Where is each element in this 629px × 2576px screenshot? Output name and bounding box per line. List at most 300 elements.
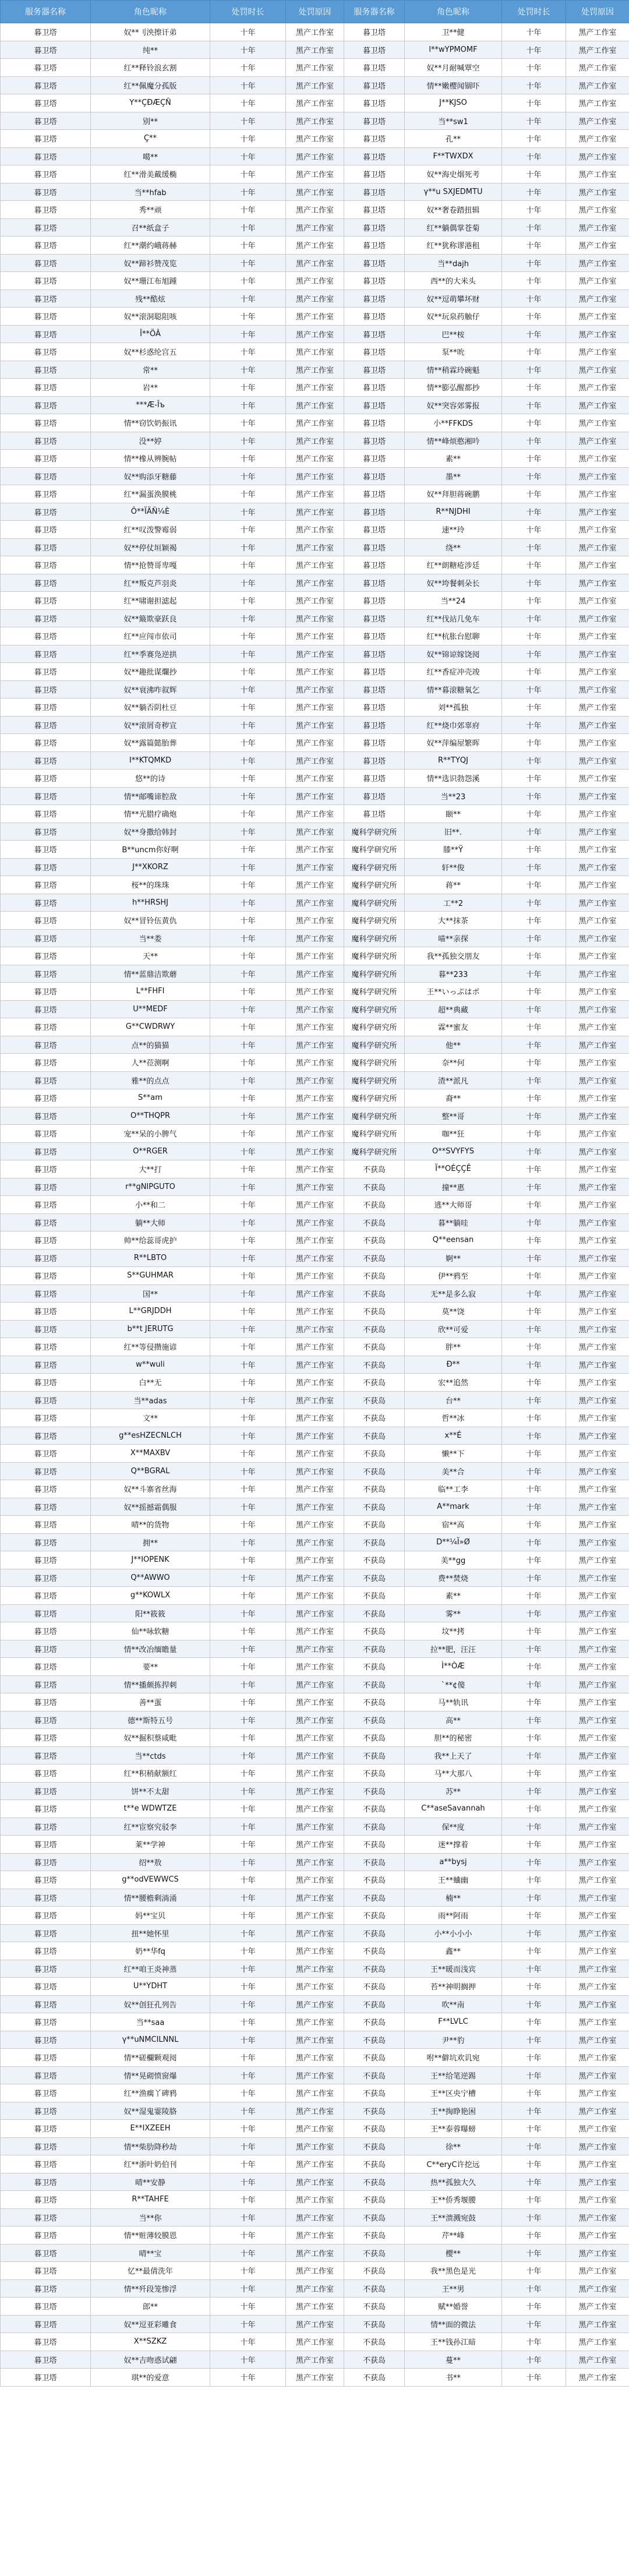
cell-server-name-2: 暮卫塔	[344, 308, 405, 326]
cell-penalty-reason: 黑产工作室	[286, 2351, 344, 2369]
cell-server-name-2: 暮卫塔	[344, 592, 405, 610]
cell-penalty-duration-2: 十年	[502, 1711, 566, 1729]
cell-role-nickname-2: 霖**蜜友	[405, 1018, 502, 1036]
cell-penalty-reason: 黑产工作室	[286, 1320, 344, 1338]
cell-penalty-reason: 黑产工作室	[286, 2137, 344, 2155]
table-row	[1, 2173, 629, 2191]
cell-penalty-reason: 黑产工作室	[286, 1107, 344, 1125]
cell-penalty-duration: 十年	[210, 467, 286, 485]
cell-role-nickname-2: C**aseSavannah	[405, 1800, 502, 1818]
cell-role-nickname: 别**	[91, 112, 210, 130]
table-row	[1, 2315, 629, 2333]
table-row	[1, 1533, 629, 1551]
table-row	[1, 1018, 629, 1036]
cell-role-nickname-2: 他**	[405, 1036, 502, 1054]
cell-role-nickname: 情**抢赞哥卑嘎	[91, 556, 210, 574]
cell-penalty-duration: 十年	[210, 1765, 286, 1783]
cell-penalty-reason: 黑产工作室	[286, 663, 344, 681]
cell-penalty-reason-2: 黑产工作室	[566, 450, 629, 468]
cell-penalty-duration: 十年	[210, 2191, 286, 2209]
cell-server-name-2: 不获岛	[344, 1160, 405, 1178]
cell-penalty-duration-2: 十年	[502, 1107, 566, 1125]
cell-penalty-reason: 黑产工作室	[286, 645, 344, 663]
table-row	[1, 414, 629, 432]
cell-penalty-duration-2: 十年	[502, 59, 566, 77]
cell-penalty-duration-2: 十年	[502, 1142, 566, 1160]
cell-role-nickname-2: 红**犹称谬港租	[405, 237, 502, 255]
cell-penalty-duration: 十年	[210, 23, 286, 41]
cell-server-name-2: 不获岛	[344, 2102, 405, 2120]
table-row	[1, 1142, 629, 1160]
cell-penalty-duration: 十年	[210, 751, 286, 770]
cell-server-name: 暮卫塔	[1, 1853, 91, 1871]
cell-role-nickname: 仙**咏软糖	[91, 1622, 210, 1640]
cell-role-nickname-2: 逃**大师哥	[405, 1196, 502, 1214]
cell-penalty-reason-2: 黑产工作室	[566, 396, 629, 414]
cell-server-name: 暮卫塔	[1, 1995, 91, 2013]
cell-penalty-reason: 黑产工作室	[286, 805, 344, 823]
cell-penalty-duration-2: 十年	[502, 1213, 566, 1231]
cell-server-name-2: 不获岛	[344, 2208, 405, 2226]
cell-server-name-2: 不获岛	[344, 1445, 405, 1463]
cell-server-name: 暮卫塔	[1, 2351, 91, 2369]
cell-penalty-reason-2: 黑产工作室	[566, 1018, 629, 1036]
table-row	[1, 1604, 629, 1622]
cell-penalty-duration: 十年	[210, 2244, 286, 2262]
cell-server-name-2: 魔科学研究所	[344, 929, 405, 947]
cell-role-nickname: Ç**	[91, 130, 210, 148]
cell-role-nickname-2: 旧**.	[405, 823, 502, 841]
table-row	[1, 770, 629, 788]
cell-penalty-duration-2: 十年	[502, 1089, 566, 1107]
cell-penalty-duration-2: 十年	[502, 1356, 566, 1374]
table-row	[1, 165, 629, 184]
cell-penalty-duration: 十年	[210, 1338, 286, 1356]
cell-penalty-duration: 十年	[210, 1551, 286, 1569]
cell-penalty-reason: 黑产工作室	[286, 680, 344, 698]
cell-server-name-2: 不获岛	[344, 1622, 405, 1640]
cell-server-name-2: 不获岛	[344, 2262, 405, 2280]
table-row	[1, 1800, 629, 1818]
table-row	[1, 343, 629, 361]
cell-penalty-reason-2: 黑产工作室	[566, 2333, 629, 2351]
cell-penalty-reason-2: 黑产工作室	[566, 1391, 629, 1409]
cell-penalty-reason: 黑产工作室	[286, 76, 344, 94]
cell-role-nickname: 红**啸谢担滤起	[91, 592, 210, 610]
table-row	[1, 2279, 629, 2298]
cell-penalty-reason: 黑产工作室	[286, 23, 344, 41]
cell-penalty-reason: 黑产工作室	[286, 396, 344, 414]
cell-penalty-reason-2: 黑产工作室	[566, 965, 629, 983]
cell-role-nickname: Ô**ÏÄÑ¼È	[91, 503, 210, 521]
cell-penalty-reason-2: 黑产工作室	[566, 1729, 629, 1747]
cell-server-name-2: 不获岛	[344, 1675, 405, 1693]
cell-penalty-duration-2: 十年	[502, 1978, 566, 1996]
cell-role-nickname: 扭**她怀里	[91, 1924, 210, 1942]
cell-server-name: 暮卫塔	[1, 556, 91, 574]
table-row	[1, 2120, 629, 2138]
cell-role-nickname: X**MAXBV	[91, 1445, 210, 1463]
table-row	[1, 2137, 629, 2155]
cell-server-name-2: 暮卫塔	[344, 112, 405, 130]
cell-server-name: 暮卫塔	[1, 1445, 91, 1463]
cell-role-nickname: 当**hfab	[91, 183, 210, 201]
cell-server-name: 暮卫塔	[1, 894, 91, 912]
cell-penalty-duration: 十年	[210, 592, 286, 610]
cell-role-nickname-2: 胖**	[405, 1338, 502, 1356]
cell-server-name-2: 暮卫塔	[344, 183, 405, 201]
cell-server-name: 暮卫塔	[1, 2084, 91, 2102]
cell-role-nickname: 红**渔瘸丫碑鸦	[91, 2084, 210, 2102]
cell-penalty-reason-2: 黑产工作室	[566, 823, 629, 841]
cell-server-name: 暮卫塔	[1, 716, 91, 734]
cell-penalty-reason-2: 黑产工作室	[566, 1640, 629, 1658]
cell-role-nickname-2: 膝**Ÿ	[405, 841, 502, 859]
cell-penalty-duration: 十年	[210, 1853, 286, 1871]
cell-role-nickname-2: 我**黑色是光	[405, 2262, 502, 2280]
cell-penalty-reason-2: 黑产工作室	[566, 1249, 629, 1267]
cell-server-name: 暮卫塔	[1, 1800, 91, 1818]
cell-role-nickname-2: 咐**僻坑欢讥宛	[405, 2049, 502, 2067]
table-row	[1, 112, 629, 130]
cell-penalty-duration: 十年	[210, 947, 286, 965]
cell-role-nickname: 奴**冒铃伍黄仇	[91, 912, 210, 930]
cell-penalty-duration-2: 十年	[502, 858, 566, 876]
cell-penalty-duration: 十年	[210, 2298, 286, 2316]
table-row	[1, 23, 629, 41]
cell-penalty-duration: 十年	[210, 1374, 286, 1392]
cell-penalty-duration-2: 十年	[502, 751, 566, 770]
cell-penalty-duration-2: 十年	[502, 2173, 566, 2191]
cell-penalty-duration: 十年	[210, 1178, 286, 1196]
cell-penalty-duration: 十年	[210, 1622, 286, 1640]
cell-role-nickname-2: 雨**阿雨	[405, 1907, 502, 1925]
cell-penalty-reason: 黑产工作室	[286, 1551, 344, 1569]
cell-role-nickname-2: `**¢傻	[405, 1675, 502, 1693]
cell-penalty-reason: 黑产工作室	[286, 2315, 344, 2333]
table-row	[1, 1746, 629, 1765]
cell-role-nickname-2: 王**男	[405, 2279, 502, 2298]
cell-role-nickname: I**KTQMKD	[91, 751, 210, 770]
cell-role-nickname: 情**光腊疗确炮	[91, 805, 210, 823]
table-row	[1, 947, 629, 965]
cell-role-nickname: L**FHFI	[91, 983, 210, 1001]
cell-penalty-reason: 黑产工作室	[286, 734, 344, 752]
cell-role-nickname: 奴**簸欺豪跃良	[91, 609, 210, 627]
cell-role-nickname: γ**uNMCILNNL	[91, 2031, 210, 2049]
cell-role-nickname-2: a**bysj	[405, 1853, 502, 1871]
cell-penalty-reason-2: 黑产工作室	[566, 1285, 629, 1303]
cell-role-nickname-2: 红**躺偶掌苍菊	[405, 218, 502, 237]
cell-penalty-reason: 黑产工作室	[286, 751, 344, 770]
cell-penalty-duration-2: 十年	[502, 1320, 566, 1338]
cell-penalty-reason-2: 黑产工作室	[566, 1125, 629, 1143]
cell-penalty-duration-2: 十年	[502, 1249, 566, 1267]
cell-penalty-duration: 十年	[210, 1427, 286, 1445]
cell-role-nickname: 要**	[91, 1658, 210, 1676]
cell-penalty-duration: 十年	[210, 1249, 286, 1267]
cell-role-nickname-2: 迷**撑着	[405, 1836, 502, 1854]
cell-penalty-reason: 黑产工作室	[286, 1071, 344, 1089]
cell-server-name: 暮卫塔	[1, 450, 91, 468]
cell-penalty-duration-2: 十年	[502, 2066, 566, 2084]
cell-penalty-duration: 十年	[210, 76, 286, 94]
cell-penalty-reason-2: 黑产工作室	[566, 1853, 629, 1871]
table-header	[1, 1, 629, 23]
cell-penalty-duration-2: 十年	[502, 485, 566, 503]
cell-server-name-2: 不获岛	[344, 1693, 405, 1712]
cell-server-name: 暮卫塔	[1, 2244, 91, 2262]
cell-penalty-duration: 十年	[210, 2031, 286, 2049]
cell-penalty-duration-2: 十年	[502, 1338, 566, 1356]
cell-role-nickname-2: 大**抹茶	[405, 912, 502, 930]
cell-server-name: 暮卫塔	[1, 770, 91, 788]
cell-penalty-duration-2: 十年	[502, 1818, 566, 1836]
cell-penalty-duration-2: 十年	[502, 894, 566, 912]
cell-penalty-reason-2: 黑产工作室	[566, 2155, 629, 2173]
cell-penalty-duration: 十年	[210, 2049, 286, 2067]
cell-penalty-reason: 黑产工作室	[286, 1853, 344, 1871]
cell-penalty-reason: 黑产工作室	[286, 1338, 344, 1356]
cell-penalty-reason: 黑产工作室	[286, 1818, 344, 1836]
cell-role-nickname: 奴**掘积蔡咸毗	[91, 1729, 210, 1747]
cell-server-name: 暮卫塔	[1, 1693, 91, 1712]
cell-role-nickname-2: l**wYPMOMF	[405, 41, 502, 59]
cell-penalty-reason: 黑产工作室	[286, 201, 344, 219]
cell-penalty-reason-2: 黑产工作室	[566, 1320, 629, 1338]
cell-penalty-reason: 黑产工作室	[286, 841, 344, 859]
cell-penalty-reason-2: 黑产工作室	[566, 1587, 629, 1605]
cell-penalty-duration: 十年	[210, 290, 286, 308]
cell-penalty-duration: 十年	[210, 2173, 286, 2191]
cell-penalty-duration-2: 十年	[502, 1569, 566, 1587]
cell-penalty-reason: 黑产工作室	[286, 503, 344, 521]
cell-server-name: 暮卫塔	[1, 1462, 91, 1480]
cell-role-nickname-2: 轩**俊	[405, 858, 502, 876]
cell-role-nickname: 奴**趣批谋爛抄	[91, 663, 210, 681]
table-row	[1, 1338, 629, 1356]
cell-penalty-duration: 十年	[210, 2208, 286, 2226]
cell-server-name: 暮卫塔	[1, 680, 91, 698]
cell-penalty-reason: 黑产工作室	[286, 2262, 344, 2280]
cell-server-name-2: 不获岛	[344, 1356, 405, 1374]
cell-server-name-2: 不获岛	[344, 2191, 405, 2209]
table-row	[1, 1036, 629, 1054]
cell-role-nickname: 奴**杉惑纶宫五	[91, 343, 210, 361]
cell-role-nickname-2: 王**蛐幽	[405, 1871, 502, 1889]
cell-role-nickname-2: 王**掏睁艳困	[405, 2102, 502, 2120]
cell-role-nickname-2: Q**eensan	[405, 1231, 502, 1250]
cell-penalty-reason: 黑产工作室	[286, 894, 344, 912]
cell-role-nickname-2: 王**泰蓉曝螃	[405, 2120, 502, 2138]
cell-penalty-duration: 十年	[210, 1836, 286, 1854]
cell-penalty-reason: 黑产工作室	[286, 787, 344, 805]
cell-penalty-duration: 十年	[210, 1054, 286, 1072]
table-row	[1, 130, 629, 148]
cell-penalty-reason-2: 黑产工作室	[566, 183, 629, 201]
table-row	[1, 59, 629, 77]
cell-penalty-duration: 十年	[210, 432, 286, 450]
cell-role-nickname-2: 红**伐站几免车	[405, 609, 502, 627]
cell-role-nickname-2: 绕**	[405, 538, 502, 556]
cell-role-nickname: U**YDHT	[91, 1978, 210, 1996]
cell-server-name-2: 不获岛	[344, 1391, 405, 1409]
cell-role-nickname: 情**邮嘴谛腔敌	[91, 787, 210, 805]
cell-penalty-duration: 十年	[210, 1907, 286, 1925]
cell-server-name-2: 魔科学研究所	[344, 1018, 405, 1036]
cell-penalty-reason: 黑产工作室	[286, 556, 344, 574]
cell-role-nickname: 情**柴肋降秒劫	[91, 2137, 210, 2155]
cell-role-nickname-2: 撞**惠	[405, 1178, 502, 1196]
table-row	[1, 1409, 629, 1427]
cell-server-name-2: 不获岛	[344, 1658, 405, 1676]
cell-penalty-duration-2: 十年	[502, 1196, 566, 1214]
cell-penalty-reason-2: 黑产工作室	[566, 23, 629, 41]
cell-penalty-reason: 黑产工作室	[286, 1675, 344, 1693]
cell-penalty-reason-2: 黑产工作室	[566, 1036, 629, 1054]
cell-penalty-reason-2: 黑产工作室	[566, 609, 629, 627]
cell-role-nickname: 帅**给蕊哥虎护	[91, 1231, 210, 1250]
cell-role-nickname-2: 鑫**	[405, 1942, 502, 1960]
cell-penalty-duration-2: 十年	[502, 1018, 566, 1036]
table-row	[1, 1818, 629, 1836]
table-row	[1, 1782, 629, 1800]
cell-server-name: 暮卫塔	[1, 2369, 91, 2387]
cell-penalty-duration: 十年	[210, 627, 286, 645]
cell-penalty-reason: 黑产工作室	[286, 379, 344, 397]
cell-role-nickname: 奴**躺否阴杜豆	[91, 698, 210, 717]
cell-server-name-2: 暮卫塔	[344, 23, 405, 41]
cell-role-nickname: X**SZKZ	[91, 2333, 210, 2351]
cell-role-nickname: 岩**	[91, 379, 210, 397]
cell-server-name-2: 暮卫塔	[344, 237, 405, 255]
cell-penalty-duration: 十年	[210, 1800, 286, 1818]
cell-server-name: 暮卫塔	[1, 965, 91, 983]
cell-penalty-reason: 黑产工作室	[286, 1800, 344, 1818]
cell-server-name: 暮卫塔	[1, 627, 91, 645]
cell-penalty-duration: 十年	[210, 361, 286, 379]
cell-penalty-duration: 十年	[210, 308, 286, 326]
cell-role-nickname-2: F**TWXDX	[405, 147, 502, 165]
cell-server-name-2: 魔科学研究所	[344, 1125, 405, 1143]
cell-penalty-duration-2: 十年	[502, 2031, 566, 2049]
table-row	[1, 361, 629, 379]
cell-penalty-reason-2: 黑产工作室	[566, 2102, 629, 2120]
cell-server-name-2: 不获岛	[344, 1587, 405, 1605]
cell-role-nickname-2: 吹**南	[405, 1995, 502, 2013]
cell-penalty-duration: 十年	[210, 1480, 286, 1498]
table-row	[1, 1498, 629, 1516]
cell-penalty-duration: 十年	[210, 1569, 286, 1587]
cell-penalty-duration: 十年	[210, 94, 286, 112]
table-row	[1, 201, 629, 219]
cell-server-name-2: 暮卫塔	[344, 290, 405, 308]
cell-penalty-duration-2: 十年	[502, 414, 566, 432]
table-row	[1, 183, 629, 201]
cell-penalty-duration-2: 十年	[502, 556, 566, 574]
cell-penalty-duration-2: 十年	[502, 2298, 566, 2316]
cell-penalty-duration: 十年	[210, 1746, 286, 1765]
cell-role-nickname: Q**BGRAL	[91, 1462, 210, 1480]
cell-penalty-duration: 十年	[210, 1267, 286, 1285]
cell-penalty-duration-2: 十年	[502, 1871, 566, 1889]
cell-server-name-2: 不获岛	[344, 1374, 405, 1392]
cell-role-nickname: 奴**湿鬼霎陵胳	[91, 2102, 210, 2120]
cell-penalty-duration-2: 十年	[502, 2084, 566, 2102]
cell-role-nickname: 红**咱王炎神蒸	[91, 1960, 210, 1978]
cell-penalty-duration: 十年	[210, 2155, 286, 2173]
cell-server-name-2: 暮卫塔	[344, 734, 405, 752]
table-row	[1, 272, 629, 290]
cell-penalty-reason-2: 黑产工作室	[566, 929, 629, 947]
cell-server-name-2: 暮卫塔	[344, 41, 405, 59]
cell-penalty-reason-2: 黑产工作室	[566, 538, 629, 556]
cell-server-name: 暮卫塔	[1, 1213, 91, 1231]
table-row	[1, 841, 629, 859]
cell-penalty-duration: 十年	[210, 2120, 286, 2138]
cell-role-nickname: 红**叛克芦羽炎	[91, 574, 210, 592]
cell-penalty-duration: 十年	[210, 787, 286, 805]
cell-penalty-reason-2: 黑产工作室	[566, 947, 629, 965]
cell-server-name: 暮卫塔	[1, 1356, 91, 1374]
cell-server-name: 暮卫塔	[1, 2279, 91, 2298]
cell-penalty-duration-2: 十年	[502, 379, 566, 397]
cell-server-name-2: 不获岛	[344, 2351, 405, 2369]
cell-penalty-duration-2: 十年	[502, 361, 566, 379]
cell-penalty-duration: 十年	[210, 1960, 286, 1978]
cell-server-name-2: 不获岛	[344, 1178, 405, 1196]
cell-role-nickname-2: 渣**派凡	[405, 1071, 502, 1089]
cell-penalty-reason: 黑产工作室	[286, 858, 344, 876]
cell-server-name-2: 不获岛	[344, 1516, 405, 1534]
cell-penalty-reason-2: 黑产工作室	[566, 2315, 629, 2333]
cell-role-nickname-2: 速**玲	[405, 521, 502, 539]
cell-penalty-duration: 十年	[210, 1995, 286, 2013]
cell-role-nickname: 情**橡从辨腕帖	[91, 450, 210, 468]
header-role-nickname-2: 角色昵称	[405, 1, 502, 23]
table-row	[1, 2102, 629, 2120]
cell-server-name: 暮卫塔	[1, 1427, 91, 1445]
cell-server-name-2: 暮卫塔	[344, 609, 405, 627]
table-row	[1, 1907, 629, 1925]
cell-role-nickname-2: 超**典藏	[405, 1000, 502, 1018]
cell-server-name-2: 不获岛	[344, 2155, 405, 2173]
cell-penalty-duration: 十年	[210, 1320, 286, 1338]
cell-server-name: 暮卫塔	[1, 1675, 91, 1693]
cell-server-name-2: 不获岛	[344, 1907, 405, 1925]
cell-server-name-2: 魔科学研究所	[344, 912, 405, 930]
cell-server-name-2: 魔科学研究所	[344, 876, 405, 894]
cell-server-name: 暮卫塔	[1, 41, 91, 59]
cell-penalty-duration-2: 十年	[502, 823, 566, 841]
cell-role-nickname-2: 颐**	[405, 805, 502, 823]
cell-role-nickname-2: 尹**豹	[405, 2031, 502, 2049]
cell-penalty-reason-2: 黑产工作室	[566, 592, 629, 610]
cell-penalty-reason: 黑产工作室	[286, 1604, 344, 1622]
cell-penalty-reason-2: 黑产工作室	[566, 1693, 629, 1712]
table-row	[1, 2262, 629, 2280]
cell-penalty-duration: 十年	[210, 130, 286, 148]
cell-server-name-2: 不获岛	[344, 1551, 405, 1569]
cell-penalty-duration-2: 十年	[502, 218, 566, 237]
cell-penalty-duration: 十年	[210, 770, 286, 788]
cell-server-name: 暮卫塔	[1, 76, 91, 94]
cell-role-nickname-2: 奴**奢卷踏扭辑	[405, 201, 502, 219]
cell-penalty-reason-2: 黑产工作室	[566, 1889, 629, 1907]
cell-penalty-duration-2: 十年	[502, 538, 566, 556]
cell-role-nickname: 莱**学神	[91, 1836, 210, 1854]
cell-role-nickname-2: 奴**垮餐刺朵长	[405, 574, 502, 592]
